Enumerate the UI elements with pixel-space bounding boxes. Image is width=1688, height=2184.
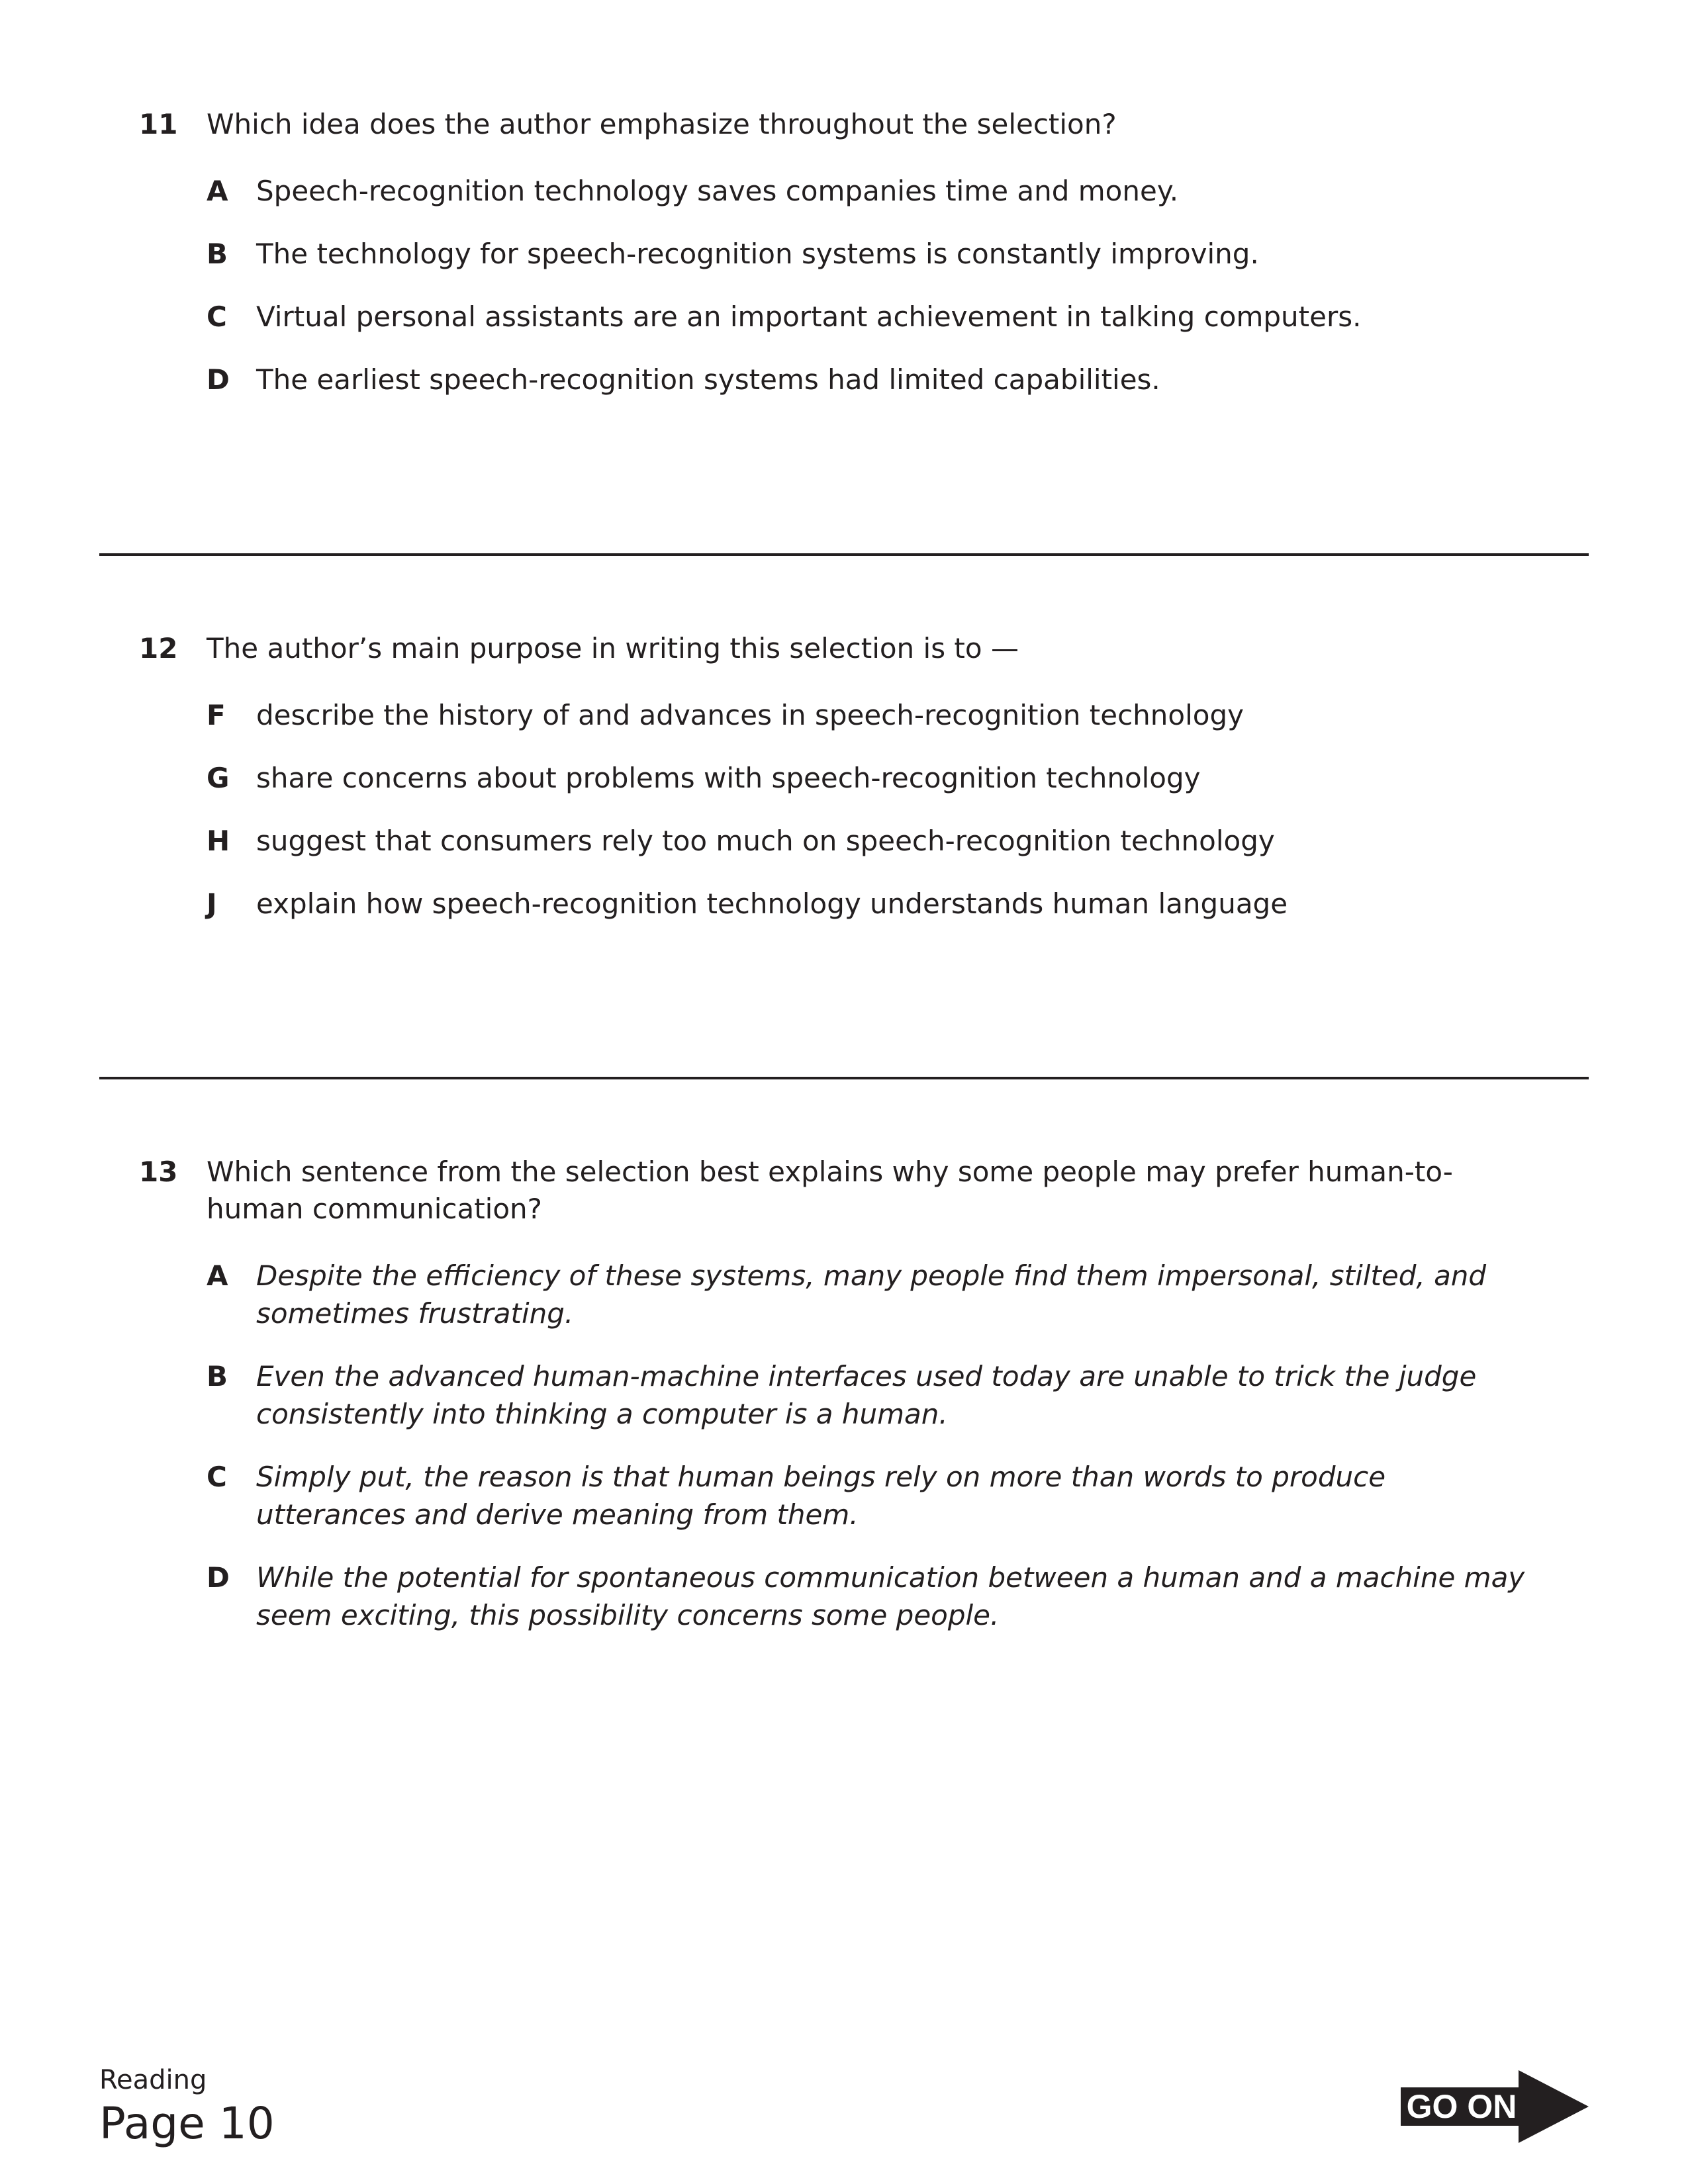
question-stem <box>139 106 1529 143</box>
answer-option-c[interactable] <box>207 1458 1529 1533</box>
answer-option-b[interactable] <box>207 1357 1529 1433</box>
answer-options <box>139 172 1529 398</box>
answer-option-g[interactable] <box>207 759 1529 797</box>
option-letter: F <box>207 699 226 731</box>
option-letter: J <box>207 887 217 920</box>
question-text: Which idea does the author emphasize throughout the selection? <box>207 108 1117 140</box>
question-number: 11 <box>139 108 178 140</box>
question-13 <box>139 1154 1529 1659</box>
question-text: Which sentence from the selection best explains why some people may prefer human-to-human communication? <box>207 1156 1453 1225</box>
question-number: 13 <box>139 1156 178 1188</box>
question-stem <box>139 1154 1529 1228</box>
section-divider <box>99 553 1589 556</box>
option-letter: C <box>207 300 227 333</box>
answer-option-a[interactable] <box>207 1257 1529 1332</box>
answer-option-c[interactable] <box>207 298 1529 336</box>
option-text: share concerns about problems with speech-recognition technology <box>256 762 1201 794</box>
go-on-button[interactable] <box>1401 2070 1593 2143</box>
answer-option-d[interactable] <box>207 361 1529 398</box>
option-letter: B <box>207 1360 228 1392</box>
option-letter: G <box>207 762 230 794</box>
question-text: The author’s main purpose in writing this selection is to — <box>207 632 1019 664</box>
answer-option-h[interactable] <box>207 822 1529 860</box>
option-text: Simply put, the reason is that human beings rely on more than words to produce utterances and derive meaning from them. <box>256 1461 1386 1531</box>
option-letter: H <box>207 825 230 857</box>
option-text: The technology for speech-recognition systems is constantly improving. <box>256 238 1259 270</box>
option-text: Despite the efficiency of these systems, many people find them impersonal, stilted, and sometimes frustrating. <box>256 1259 1487 1330</box>
answer-option-d[interactable] <box>207 1559 1529 1634</box>
option-letter: A <box>207 1259 228 1292</box>
page-number: Page 10 <box>99 2098 275 2149</box>
question-number: 12 <box>139 632 178 664</box>
footer-subject: Reading <box>99 2065 207 2095</box>
answer-options <box>139 696 1529 923</box>
option-text: Virtual personal assistants are an important achievement in talking computers. <box>256 300 1362 333</box>
option-text: Even the advanced human-machine interfaces used today are unable to trick the judge consistently into thinking a computer is a human. <box>256 1360 1477 1430</box>
option-text: describe the history of and advances in speech-recognition technology <box>256 699 1244 731</box>
option-text: suggest that consumers rely too much on speech-recognition technology <box>256 825 1275 857</box>
answer-option-b[interactable] <box>207 235 1529 273</box>
option-text: The earliest speech-recognition systems had limited capabilities. <box>256 363 1160 396</box>
option-text: While the potential for spontaneous communication between a human and a machine may seem exciting, this possibility concerns some people. <box>256 1561 1525 1631</box>
answer-option-a[interactable] <box>207 172 1529 210</box>
answer-option-j[interactable] <box>207 885 1529 923</box>
option-letter: A <box>207 175 228 207</box>
question-stem <box>139 630 1529 667</box>
go-on-label: GO ON <box>1401 2087 1523 2126</box>
option-text: explain how speech-recognition technology understands human language <box>256 887 1288 920</box>
question-12 <box>139 630 1529 948</box>
option-letter: D <box>207 1561 230 1594</box>
option-text: Speech-recognition technology saves companies time and money. <box>256 175 1179 207</box>
answer-options <box>139 1257 1529 1634</box>
section-divider <box>99 1077 1589 1079</box>
question-11 <box>139 106 1529 424</box>
arrow-right-icon <box>1519 2070 1589 2143</box>
option-letter: D <box>207 363 230 396</box>
option-letter: B <box>207 238 228 270</box>
option-letter: C <box>207 1461 227 1493</box>
answer-option-f[interactable] <box>207 696 1529 734</box>
